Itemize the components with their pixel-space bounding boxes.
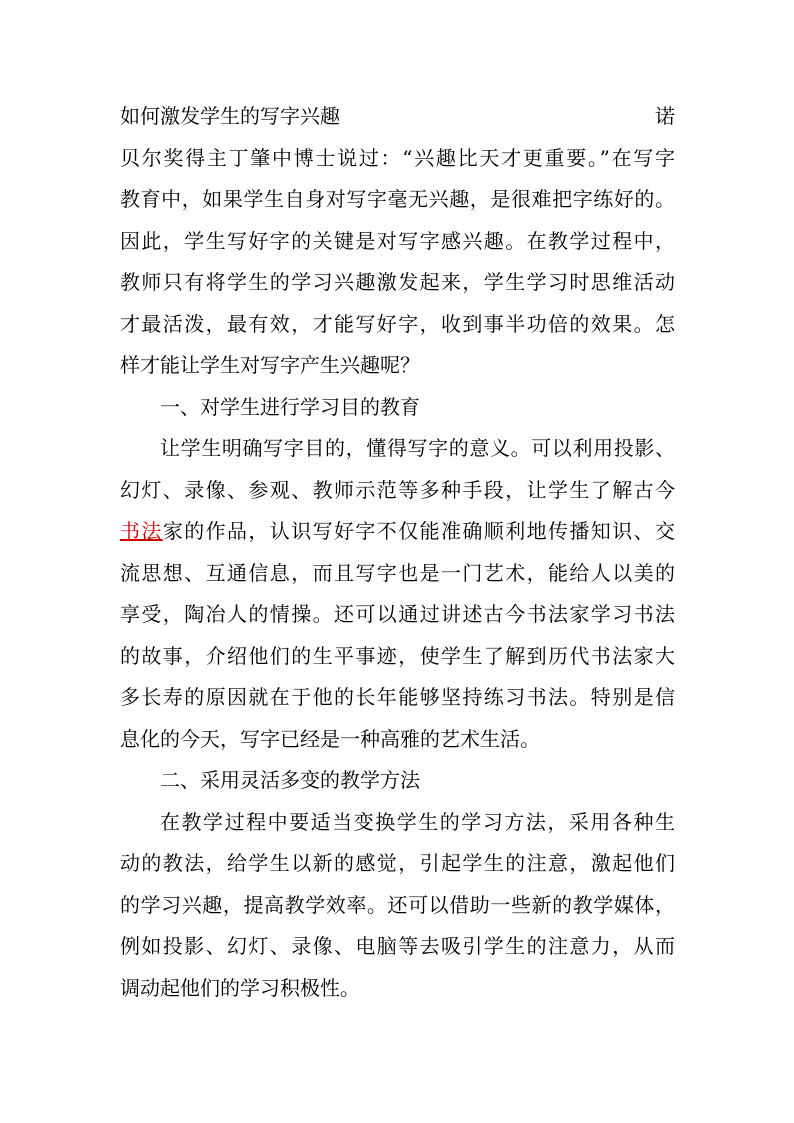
- section2-line-1: 在教学过程中要适当变换学生的学习方法，采用各种生: [160, 809, 675, 834]
- intro-line-1: 贝尔奖得主丁肇中博士说过：“兴趣比天才更重要。”在写字: [120, 145, 675, 170]
- section2-line-4: 例如投影、幻灯、录像、电脑等去吸引学生的注意力，从而: [120, 934, 675, 958]
- intro-line-2: 教育中，如果学生自身对写字毫无兴趣，是很难把字练好的。: [120, 187, 675, 211]
- intro-line-5: 才最活泼，最有效，才能写好字，收到事半功倍的效果。怎: [120, 311, 675, 336]
- section1-line-6: 的故事，介绍他们的生平事迹，使学生了解到历代书法家大: [120, 643, 675, 668]
- section1-line-2: 幻灯、录像、参观、教师示范等多种手段，让学生了解古今: [120, 477, 675, 502]
- intro-line-4: 教师只有将学生的学习兴趣激发起来，学生学习时思维活动: [120, 270, 675, 294]
- section1-heading: 一、对学生进行学习目的教育: [160, 394, 420, 419]
- section2-line-3: 的学习兴趣，提高教学效率。还可以借助一些新的教学媒体，: [120, 892, 675, 917]
- section2-heading: 二、采用灵活多变的教学方法: [160, 768, 420, 792]
- section2-line-2: 动的教法，给学生以新的感觉，引起学生的注意，激起他们: [120, 851, 675, 875]
- title-trailing-text: 诺: [655, 104, 675, 128]
- title-line: [120, 96, 675, 138]
- section1-line-7: 多长寿的原因就在于他的长年能够坚持练习书法。特别是信: [120, 685, 675, 709]
- intro-line-3: 因此，学生写好字的关键是对写字感兴趣。在教学过程中，: [120, 228, 675, 253]
- section1-line-5: 享受，陶冶人的情操。还可以通过讲述古今书法家学习书法: [120, 602, 675, 626]
- section1-line-3-rest: 家的作品，认识写好字不仅能准确顺利地传播知识、交: [162, 519, 676, 543]
- section2-line-5: 调动起他们的学习积极性。: [120, 975, 360, 1000]
- document-page: [120, 96, 675, 1009]
- section1-line-8: 息化的今天，写字已经是一种高雅的艺术生活。: [120, 726, 540, 751]
- calligraphy-link[interactable]: 书法: [120, 519, 163, 543]
- intro-line-6: 样才能让学生对写字产生兴趣呢？: [120, 353, 420, 377]
- section1-line-4: 流思想、互通信息，而且写字也是一门艺术，能给人以美的: [120, 560, 675, 585]
- section1-line-1: 让学生明确写字目的，懂得写字的意义。可以利用投影、: [160, 436, 675, 460]
- document-title: 如何激发学生的写字兴趣: [120, 104, 340, 128]
- section1-line-3: [120, 511, 675, 553]
